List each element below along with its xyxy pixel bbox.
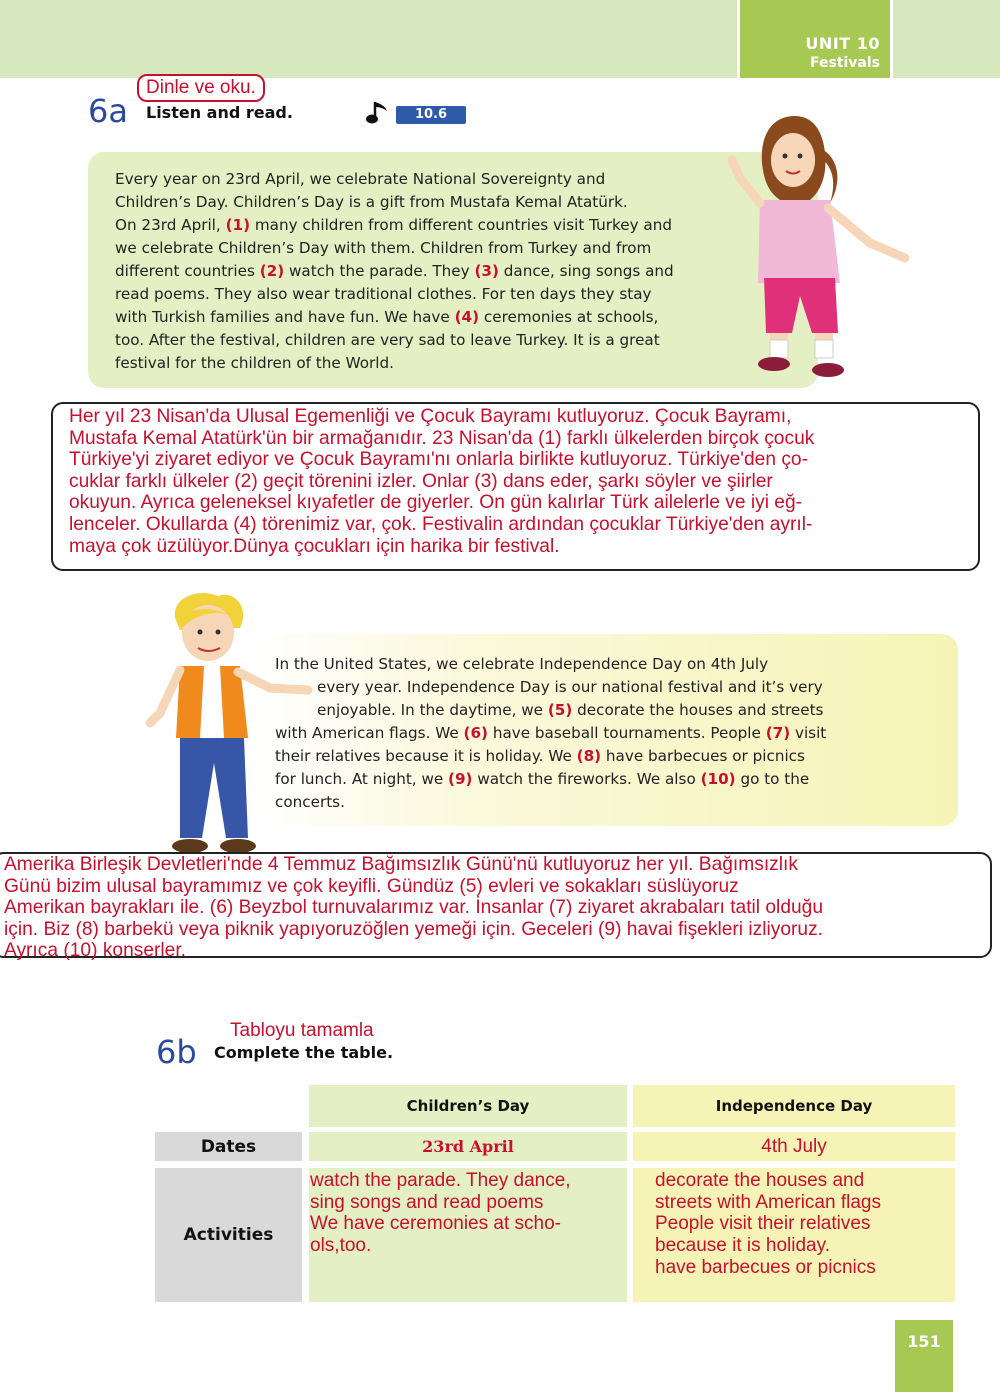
reading-text-independence-day (275, 653, 935, 814)
table-row-header-dates: Dates (155, 1132, 302, 1161)
blank-number: (3) (474, 262, 499, 280)
exercise-6a-title: Listen and read. (146, 103, 293, 122)
page-number: 151 (895, 1320, 953, 1392)
boy-illustration (140, 588, 320, 867)
translation-line: Amerikan bayrakları ile. (6) Beyzbol turnuvalarımız var. İnsanlar (7) ziyaret akrabaları tatil olduğu (4, 897, 824, 919)
reading-line: Every year on 23rd April, we celebrate National Sovereignty and (115, 170, 606, 188)
reading-line: concerts. (275, 793, 345, 811)
exercise-6b-title: Complete the table. (214, 1043, 394, 1062)
blank-number: (8) (576, 747, 602, 765)
header-band-right (893, 0, 1000, 78)
translation-line: Mustafa Kemal Atatürk'ün bir armağanıdır. 23 Nisan'da (1) farklı ülkelerden birçok çocuk (69, 427, 815, 449)
reading-line: Children’s Day. Children’s Day is a gift from Mustafa Kemal Atatürk. (115, 193, 628, 211)
blank-number: (7) (765, 724, 791, 742)
reading-line: In the United States, we celebrate Independence Day on 4th July (275, 655, 769, 673)
blank-number: (1) (225, 216, 251, 234)
unit-tab (737, 0, 896, 78)
unit-title: UNIT 10 (805, 34, 880, 53)
blank-number: (2) (259, 262, 285, 280)
reading-line: enjoyable. In the daytime, we (5) decorate the houses and streets (317, 701, 824, 719)
translation-box-1 (51, 402, 980, 571)
table-row-header-activities: Activities (155, 1168, 302, 1302)
reading-line: with American flags. We (6) have baseball tournaments. People (7) visit (275, 724, 827, 742)
blank-number: (5) (547, 701, 573, 719)
reading-line: we celebrate Children’s Day with them. Children from Turkey and from (115, 239, 652, 257)
blank-number: (9) (448, 770, 473, 788)
blank-number: (6) (463, 724, 488, 742)
translation-line: Her yıl 23 Nisan'da Ulusal Egemenliği ve Çocuk Bayramı kutluyoruz. Çocuk Bayramı, (69, 406, 792, 427)
reading-text-childrens-day (115, 168, 765, 375)
blank-number: (4) (454, 308, 480, 326)
girl-illustration (700, 108, 920, 392)
reading-line: festival for the children of the World. (115, 354, 394, 372)
audio-track-badge[interactable]: 10.6 (396, 106, 466, 124)
table-cell-childrens-activities[interactable]: watch the parade. They dance, sing songs and read poems We have ceremonies at scho- ols,too. (310, 1170, 571, 1257)
table-cell-independence-date[interactable]: 4th July (633, 1132, 955, 1161)
reading-line: for lunch. At night, we (9) watch the fireworks. We also (10) go to the (275, 770, 810, 788)
exercise-6a-number: 6a (88, 92, 128, 130)
exercise-6b-number: 6b (156, 1033, 197, 1071)
translation-line: okuyun. Ayrıca geleneksel kıyafetler de giyerler. On gün kalırlar Türk ailelerle ve iyi eğ- (69, 492, 803, 514)
unit-subtitle: Festivals (809, 55, 880, 71)
table-cell-independence-activities[interactable]: decorate the houses and streets with American flags People visit their relatives because it is holiday. have barbecues or picnics (655, 1170, 881, 1278)
table-cell-childrens-date[interactable]: 23rd April (309, 1132, 627, 1161)
translation-line: maya çok üzülüyor.Dünya çocukları için harika bir festival. (69, 535, 560, 557)
music-note-icon[interactable] (365, 100, 395, 130)
translation-line: için. Biz (8) barbekü veya piknik yapıyoruzöğlen yemeği için. Geceleri (9) havai fişekleri izliyoruz. (4, 918, 824, 940)
reading-line: read poems. They also wear traditional clothes. For ten days they stay (115, 285, 652, 303)
translation-line: Ayrıca (10) konserler. (4, 940, 186, 962)
reading-line: On 23rd April, (1) many children from different countries visit Turkey and (115, 216, 672, 234)
reading-line: too. After the festival, children are very sad to leave Turkey. It is a great (115, 331, 660, 349)
table-header-independence-day: Independence Day (633, 1085, 955, 1127)
reading-line: with Turkish families and have fun. We have (4) ceremonies at schools, (115, 308, 659, 326)
translation-box-2 (0, 852, 992, 962)
reading-line: different countries (2) watch the parade. They (3) dance, sing songs and (115, 262, 674, 280)
exercise-6a-translation: Dinle ve oku. (137, 74, 265, 102)
reading-line: every year. Independence Day is our national festival and it’s very (317, 678, 823, 696)
exercise-6b-translation: Tabloyu tamamla (230, 1020, 374, 1041)
translation-line: lenceler. Okullarda (4) törenimiz var, çok. Festivalin ardından çocuklar Türkiye'den ayrıl- (69, 513, 813, 535)
blank-number: (10) (700, 770, 736, 788)
table-header-childrens-day: Children’s Day (309, 1085, 627, 1127)
translation-line: Amerika Birleşik Devletleri'nde 4 Temmuz Bağımsızlık Günü'nü kutluyoruz her yıl. Bağımsızlık (4, 854, 798, 875)
translation-line: Türkiye'yi ziyaret ediyor ve Çocuk Bayramı'nı onlarla birlikte kutluyoruz. Türkiye'den ço- (69, 449, 808, 471)
reading-line: their relatives because it is holiday. We (8) have barbecues or picnics (275, 747, 805, 765)
translation-line: cuklar farklı ülkeler (2) geçit törenini izler. Onlar (3) dans eder, şarkı söyler ve şiirler (69, 470, 773, 492)
translation-line: Günü bizim ulusal bayramımız ve çok keyifli. Gündüz (5) evleri ve sokakları süslüyoruz (4, 875, 739, 897)
